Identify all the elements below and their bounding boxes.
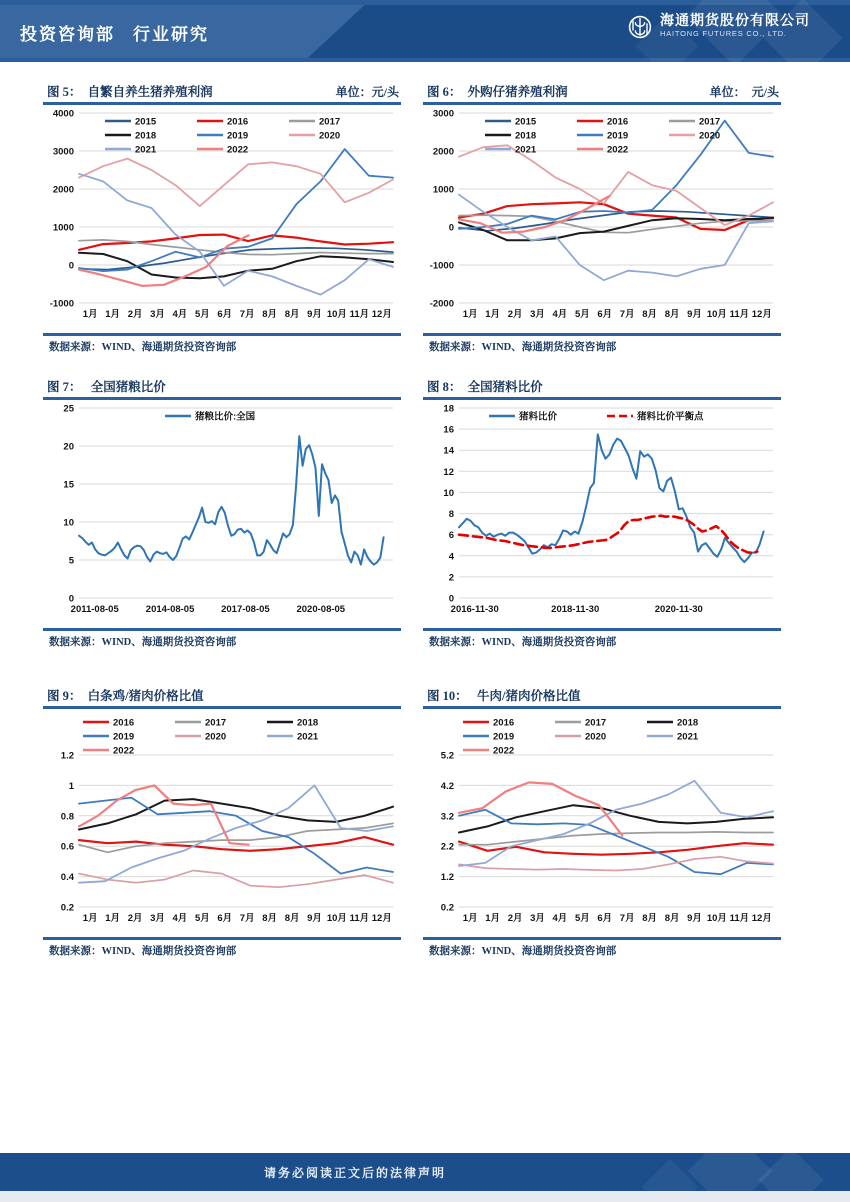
footer-diamond-decoration [758,1153,823,1191]
svg-text:2020-11-30: 2020-11-30 [654,604,703,615]
svg-text:10月: 10月 [706,913,727,924]
svg-text:4: 4 [448,551,454,563]
svg-text:0.2: 0.2 [60,902,74,914]
svg-text:2019: 2019 [227,130,249,142]
report-header-title [20,20,209,45]
svg-text:1月: 1月 [82,913,98,924]
svg-text:8月: 8月 [642,913,657,924]
chart-unit-label: 单位：元/头 [335,85,399,99]
svg-text:5月: 5月 [195,913,210,924]
svg-text:2019: 2019 [607,130,629,142]
svg-text:2020: 2020 [585,731,607,743]
svg-text:2021: 2021 [297,731,319,743]
svg-text:2011-08-05: 2011-08-05 [70,604,119,615]
chart-block-figure5 [43,82,401,354]
svg-text:1月: 1月 [485,309,500,320]
svg-text:25: 25 [63,403,74,415]
svg-text:1月: 1月 [105,309,120,320]
svg-text:9月: 9月 [307,913,322,924]
chart-title: 图 9： 白条鸡/猪肉价格比值 [47,689,204,703]
line-chart-figure6 [423,105,781,333]
chart-source: 数据来源：WIND、海通期货投资咨询部 [49,946,237,957]
svg-text:3月: 3月 [150,913,165,924]
svg-text:0: 0 [448,593,454,605]
svg-text:2月: 2月 [507,309,523,320]
svg-text:1000: 1000 [432,184,454,196]
svg-text:0.6: 0.6 [60,841,74,853]
svg-text:8月: 8月 [642,309,657,320]
svg-text:2018: 2018 [297,717,319,729]
chart-block-figure9 [43,686,401,958]
svg-text:4月: 4月 [552,309,568,320]
svg-text:10月: 10月 [326,913,347,924]
chart-title: 图 8： 全国猪料比价 [427,380,543,394]
svg-text:2000: 2000 [432,146,454,158]
svg-text:1月: 1月 [485,913,500,924]
svg-text:2017-08-05: 2017-08-05 [221,604,270,615]
page-footer [0,1153,850,1191]
svg-text:7月: 7月 [619,913,635,924]
svg-text:3.2: 3.2 [440,811,454,823]
chart-block-figure8 [423,377,781,649]
chart-title: 图 7： 全国猪粮比价 [47,380,166,394]
svg-text:2020: 2020 [319,130,341,142]
section-label: 行业研究 [133,25,209,44]
haitong-logo-icon [628,15,652,39]
svg-text:2022: 2022 [493,745,515,757]
svg-text:6月: 6月 [597,913,613,924]
svg-text:12: 12 [443,466,454,478]
line-chart-figure10 [423,709,781,937]
svg-text:-1000: -1000 [429,260,454,272]
svg-text:8月: 8月 [664,913,680,924]
chart-title: 图 6： 外购仔猪养殖利润 [427,85,568,99]
line-chart-figure7 [43,400,401,628]
svg-text:1月: 1月 [82,309,98,320]
svg-text:6月: 6月 [217,913,233,924]
svg-text:2018: 2018 [135,130,157,142]
svg-text:2000: 2000 [52,184,74,196]
svg-text:12月: 12月 [371,309,392,320]
page-header [0,0,850,62]
svg-text:1000: 1000 [52,222,74,234]
svg-text:0: 0 [448,222,454,234]
svg-text:2.2: 2.2 [440,841,454,853]
svg-text:2月: 2月 [127,913,143,924]
svg-text:猪料比价平衡点: 猪料比价平衡点 [637,411,704,423]
line-chart-figure9 [43,709,401,937]
svg-text:3月: 3月 [530,913,545,924]
svg-text:0: 0 [68,260,74,272]
svg-text:2016: 2016 [493,717,515,729]
svg-text:3000: 3000 [52,146,74,158]
svg-text:6月: 6月 [597,309,613,320]
svg-text:9月: 9月 [687,309,702,320]
svg-text:9月: 9月 [307,309,322,320]
svg-text:8月: 8月 [262,309,277,320]
svg-text:-2000: -2000 [429,298,454,310]
svg-text:2016-11-30: 2016-11-30 [450,604,499,615]
line-chart-figure8 [423,400,781,628]
svg-text:1月: 1月 [462,913,478,924]
page-bottom-strip [0,1191,850,1202]
svg-text:8: 8 [448,509,454,521]
svg-text:2019: 2019 [493,731,515,743]
svg-text:0.8: 0.8 [60,811,74,823]
svg-text:2021: 2021 [515,144,537,156]
svg-text:11月: 11月 [349,913,370,924]
svg-text:12月: 12月 [751,309,772,320]
svg-text:20: 20 [63,441,74,453]
svg-text:5.2: 5.2 [440,750,454,762]
header-bottom-band [0,58,850,62]
chart-row-3 [43,686,781,958]
department-label: 投资咨询部 [20,25,115,44]
chart-block-figure7 [43,377,401,649]
svg-text:0.2: 0.2 [440,902,454,914]
chart-title: 图 5： 自繁自养生猪养殖利润 [47,85,213,99]
svg-text:7月: 7月 [239,309,255,320]
svg-text:2017: 2017 [585,717,607,729]
svg-text:猪粮比价:全国: 猪粮比价:全国 [195,411,256,423]
svg-text:4000: 4000 [52,108,74,120]
svg-text:1月: 1月 [462,309,478,320]
svg-text:2月: 2月 [507,913,523,924]
svg-text:4.2: 4.2 [440,780,454,792]
svg-text:9月: 9月 [687,913,702,924]
chart-source: 数据来源：WIND、海通期货投资咨询部 [429,946,617,957]
company-name-cn: 海通期货股份有限公司 [660,14,810,29]
svg-text:0: 0 [68,593,74,605]
line-chart-figure5 [43,105,401,333]
svg-text:2015: 2015 [515,116,537,128]
svg-text:2018: 2018 [677,717,699,729]
svg-text:2017: 2017 [699,116,721,128]
svg-text:14: 14 [443,445,454,457]
svg-text:8月: 8月 [284,309,300,320]
svg-text:2016: 2016 [607,116,629,128]
svg-text:5月: 5月 [575,309,590,320]
svg-text:1.2: 1.2 [440,872,454,884]
svg-text:2021: 2021 [677,731,699,743]
chart-block-figure6 [423,82,781,354]
chart-row-2 [43,377,781,649]
svg-text:1.2: 1.2 [60,750,74,762]
svg-text:10: 10 [443,487,454,499]
chart-unit-label: 单位： 元/头 [709,85,779,99]
svg-text:3月: 3月 [530,309,545,320]
svg-text:1: 1 [68,780,74,792]
svg-text:5月: 5月 [195,309,210,320]
svg-text:0.4: 0.4 [60,872,74,884]
svg-text:1月: 1月 [105,913,120,924]
svg-text:4月: 4月 [172,913,188,924]
svg-text:2022: 2022 [227,144,249,156]
svg-text:6: 6 [448,530,454,542]
svg-text:11月: 11月 [349,309,370,320]
svg-text:8月: 8月 [284,913,300,924]
svg-text:2014-08-05: 2014-08-05 [145,604,195,615]
svg-text:4月: 4月 [552,913,568,924]
company-name-en: HAITONG FUTURES CO., LTD. [660,29,787,38]
chart-source: 数据来源：WIND、海通期货投资咨询部 [49,342,237,353]
svg-text:2016: 2016 [113,717,135,729]
svg-text:2018-11-30: 2018-11-30 [551,604,600,615]
chart-source: 数据来源：WIND、海通期货投资咨询部 [429,637,617,648]
svg-text:12月: 12月 [751,913,772,924]
svg-text:2015: 2015 [135,116,157,128]
svg-text:16: 16 [443,424,454,436]
svg-text:2022: 2022 [607,144,629,156]
svg-text:2018: 2018 [515,130,537,142]
svg-text:2020-08-05: 2020-08-05 [296,604,346,615]
svg-text:3000: 3000 [432,108,454,120]
svg-text:2022: 2022 [113,745,135,757]
svg-text:猪料比价: 猪料比价 [519,411,558,423]
svg-text:8月: 8月 [664,309,680,320]
company-logo [628,14,810,39]
svg-text:2016: 2016 [227,116,249,128]
svg-text:7月: 7月 [619,309,635,320]
svg-text:3月: 3月 [150,309,165,320]
svg-text:8月: 8月 [262,913,277,924]
svg-text:2019: 2019 [113,731,135,743]
svg-text:18: 18 [443,403,454,415]
legal-disclaimer: 请务必阅读正文后的法律声明 [263,1165,446,1180]
chart-title: 图 10： 牛肉/猪肉价格比值 [427,689,581,703]
report-body [43,82,781,958]
svg-text:10月: 10月 [326,309,347,320]
chart-row-1 [43,82,781,354]
svg-text:10月: 10月 [706,309,727,320]
svg-text:4月: 4月 [172,309,188,320]
svg-text:2017: 2017 [319,116,341,128]
svg-text:15: 15 [63,479,74,491]
svg-text:2017: 2017 [205,717,227,729]
svg-text:10: 10 [63,517,74,529]
svg-text:6月: 6月 [217,309,233,320]
svg-text:2020: 2020 [699,130,721,142]
svg-text:5: 5 [68,555,74,567]
svg-text:11月: 11月 [729,913,750,924]
svg-text:7月: 7月 [239,913,255,924]
chart-source: 数据来源：WIND、海通期货投资咨询部 [429,342,617,353]
svg-text:-1000: -1000 [49,298,74,310]
svg-text:5月: 5月 [575,913,590,924]
svg-text:2: 2 [448,572,454,584]
svg-text:2月: 2月 [127,309,143,320]
svg-text:12月: 12月 [371,913,392,924]
svg-text:2020: 2020 [205,731,227,743]
svg-text:2021: 2021 [135,144,157,156]
svg-text:11月: 11月 [729,309,750,320]
chart-source: 数据来源：WIND、海通期货投资咨询部 [49,637,237,648]
chart-block-figure10 [423,686,781,958]
